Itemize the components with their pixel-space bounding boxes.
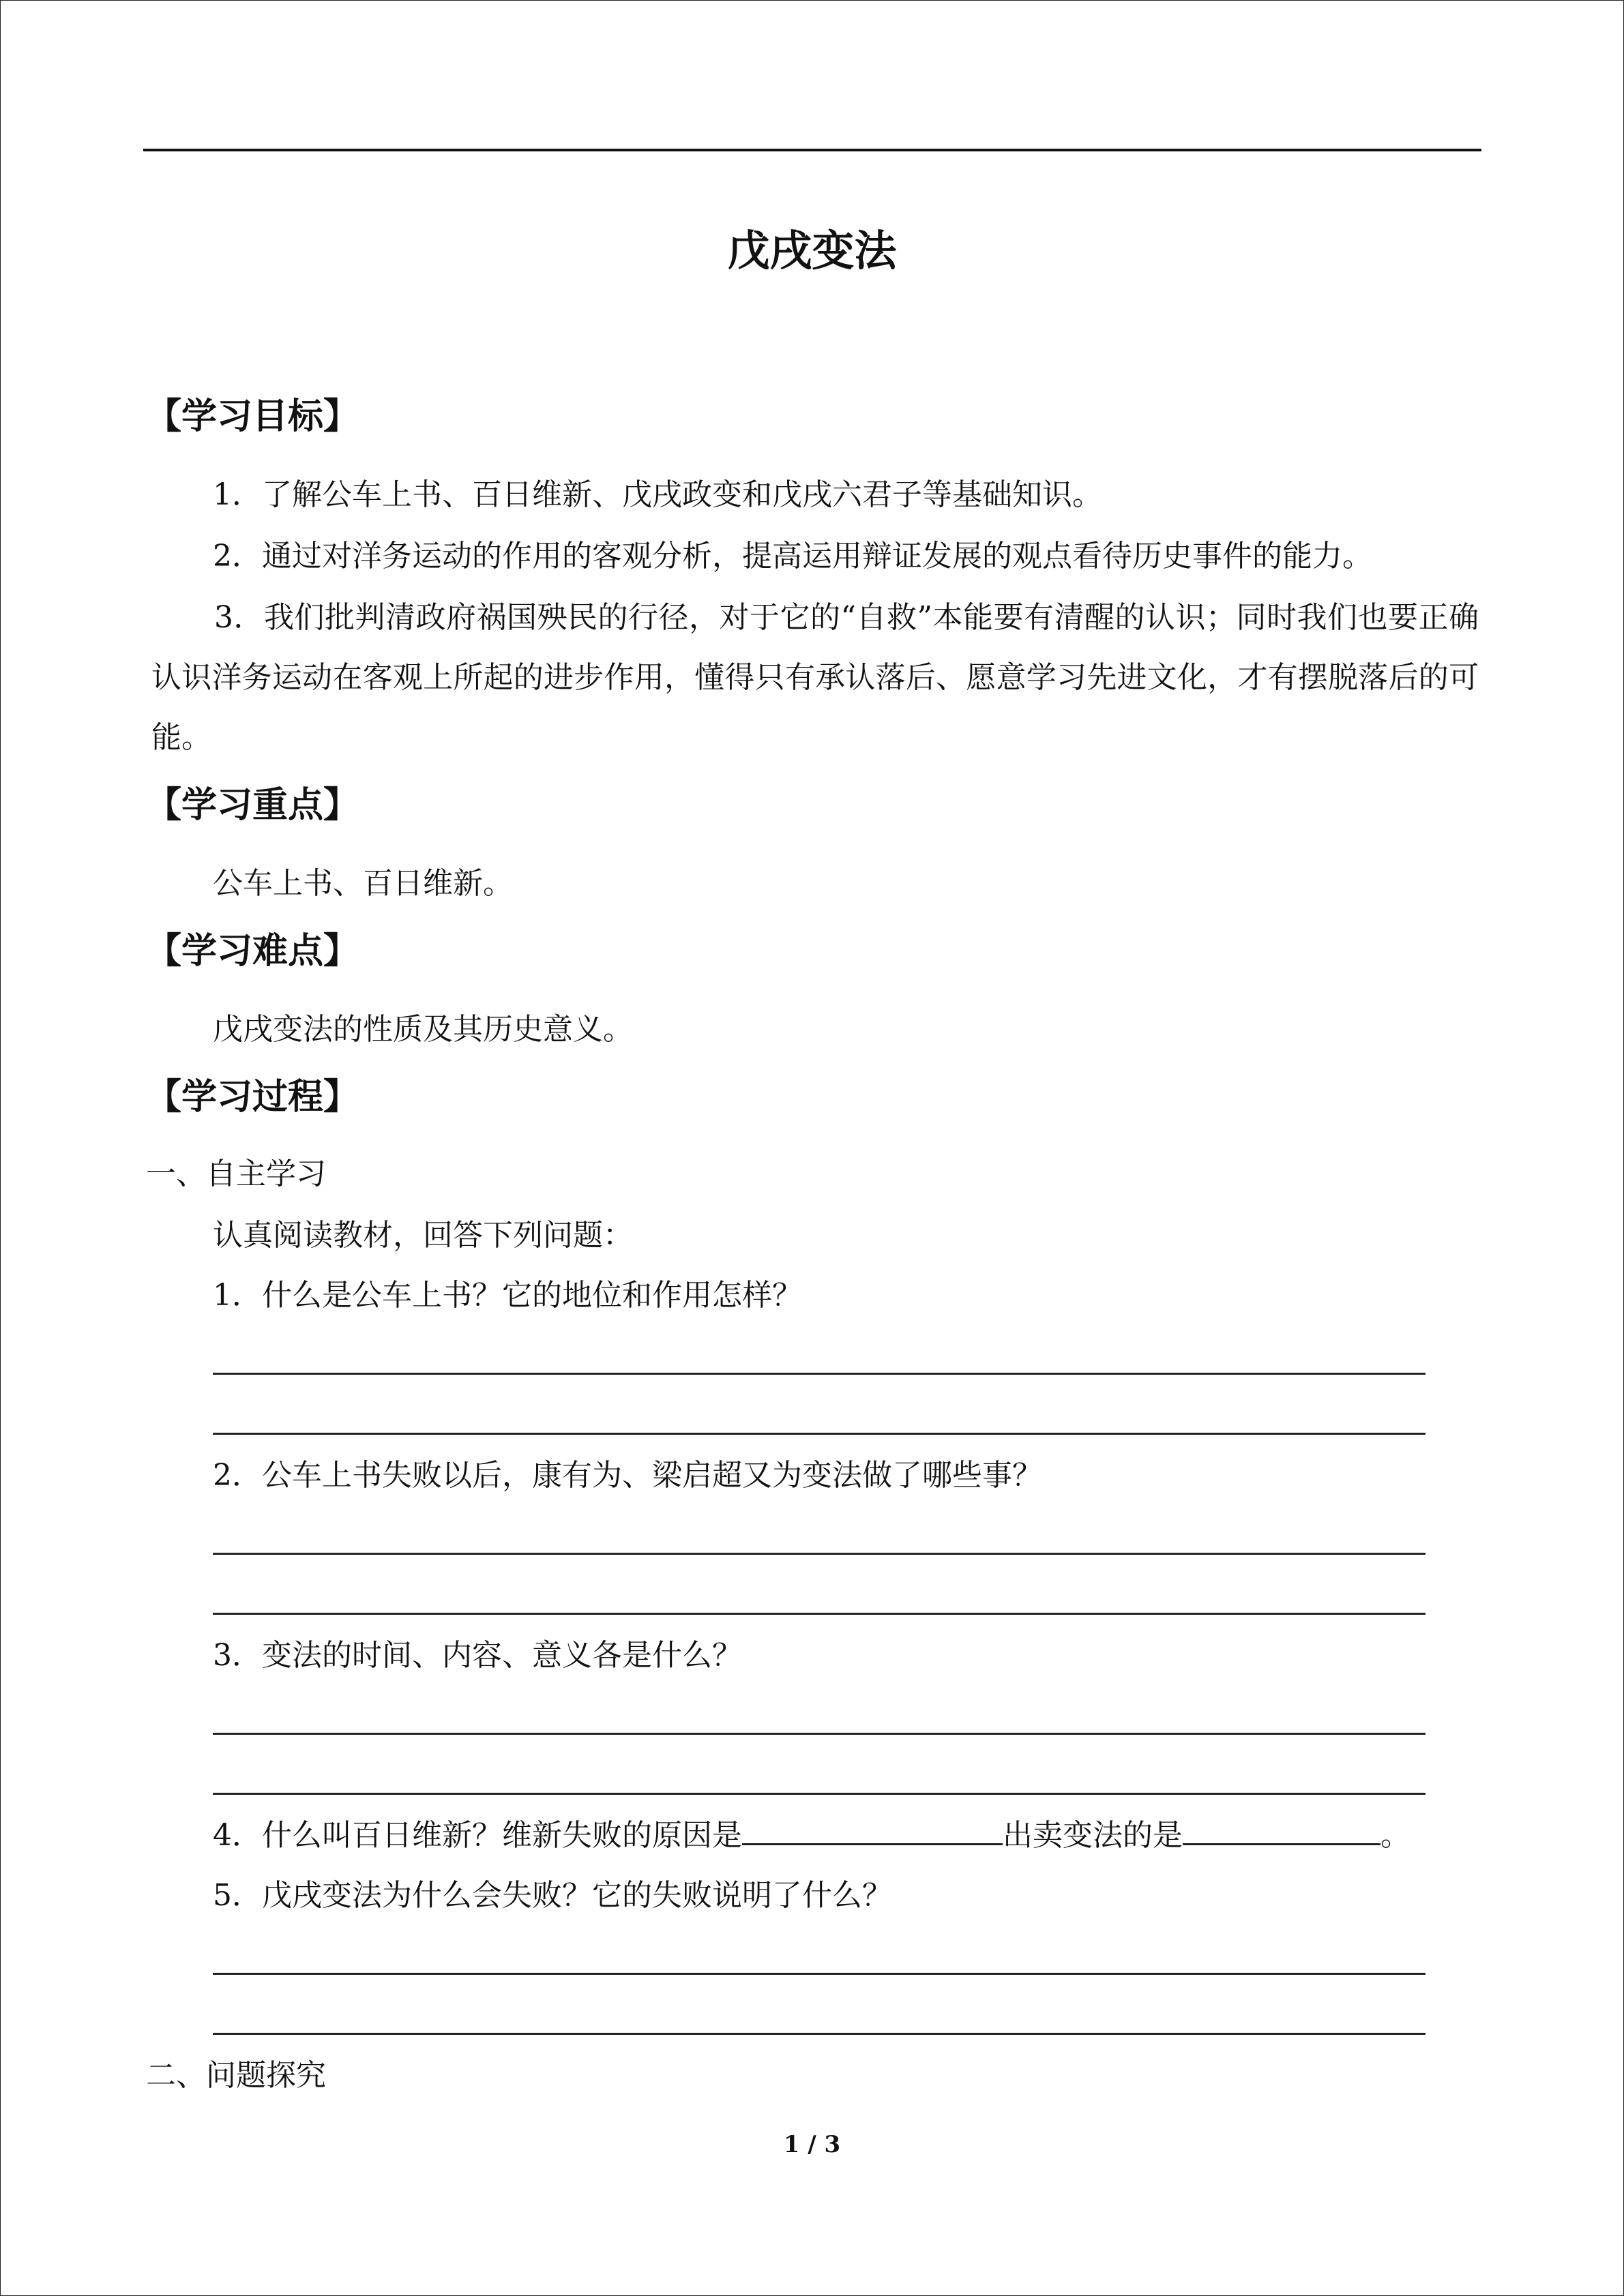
answer-line[interactable] — [213, 1613, 1426, 1615]
question-4-part-a: 4．什么叫百日维新？维新失败的原因是 — [213, 1818, 742, 1853]
question-2: 2．公车上书失败以后，康有为、梁启超又为变法做了哪些事？ — [213, 1458, 1042, 1493]
answer-line[interactable] — [213, 1793, 1426, 1795]
answer-line[interactable] — [213, 1553, 1426, 1555]
process-heading: 【学习过程】 — [146, 1076, 359, 1118]
part2-title: 二、问题探究 — [146, 2058, 326, 2093]
page-title: 戊戌变法 — [727, 226, 897, 275]
goal-item-1: 1．了解公车上书、百日维新、戊戌政变和戊戌六君子等基础知识。 — [213, 477, 1102, 512]
difficulties-text: 戊戌变法的性质及其历史意义。 — [213, 1012, 633, 1047]
key-points-heading: 【学习重点】 — [146, 784, 359, 826]
key-points-text: 公车上书、百日维新。 — [213, 866, 513, 901]
fill-blank-reason[interactable] — [742, 1813, 1003, 1845]
goal-item-2: 2．通过对洋务运动的作用的客观分析，提高运用辩证发展的观点看待历史事件的能力。 — [213, 539, 1372, 573]
answer-line[interactable] — [213, 1973, 1426, 1975]
instruction-text: 认真阅读教材，回答下列问题： — [213, 1218, 633, 1253]
question-1: 1．什么是公车上书？它的地位和作用怎样？ — [213, 1278, 802, 1313]
question-3: 3．变法的时间、内容、意义各是什么？ — [213, 1638, 742, 1673]
goal-item-3: 3．我们批判清政府祸国殃民的行径，对于它的“自救”本能要有清醒的认识；同时我们也要正确认识洋务运动在客观上所起的进步作用，懂得只有承认落后、愿意学习先进文化，才有摆脱落后的可能。 — [151, 600, 1479, 755]
question-4 — [213, 1806, 1411, 1866]
answer-line[interactable] — [213, 1433, 1426, 1435]
question-4-part-c: 。 — [1381, 1818, 1411, 1853]
part1-title: 一、自主学习 — [146, 1157, 326, 1191]
question-4-part-b: 出卖变法的是 — [1003, 1818, 1183, 1853]
answer-line[interactable] — [213, 2033, 1426, 2035]
header-rule — [143, 149, 1481, 151]
answer-line[interactable] — [213, 1733, 1426, 1735]
fill-blank-betrayer[interactable] — [1183, 1813, 1381, 1845]
page-number: 1 / 3 — [783, 2131, 841, 2158]
question-5: 5．戊戌变法为什么会失败？它的失败说明了什么？ — [213, 1878, 892, 1913]
answer-line[interactable] — [213, 1373, 1426, 1375]
goals-heading: 【学习目标】 — [146, 396, 359, 437]
difficulties-heading: 【学习难点】 — [146, 930, 359, 972]
